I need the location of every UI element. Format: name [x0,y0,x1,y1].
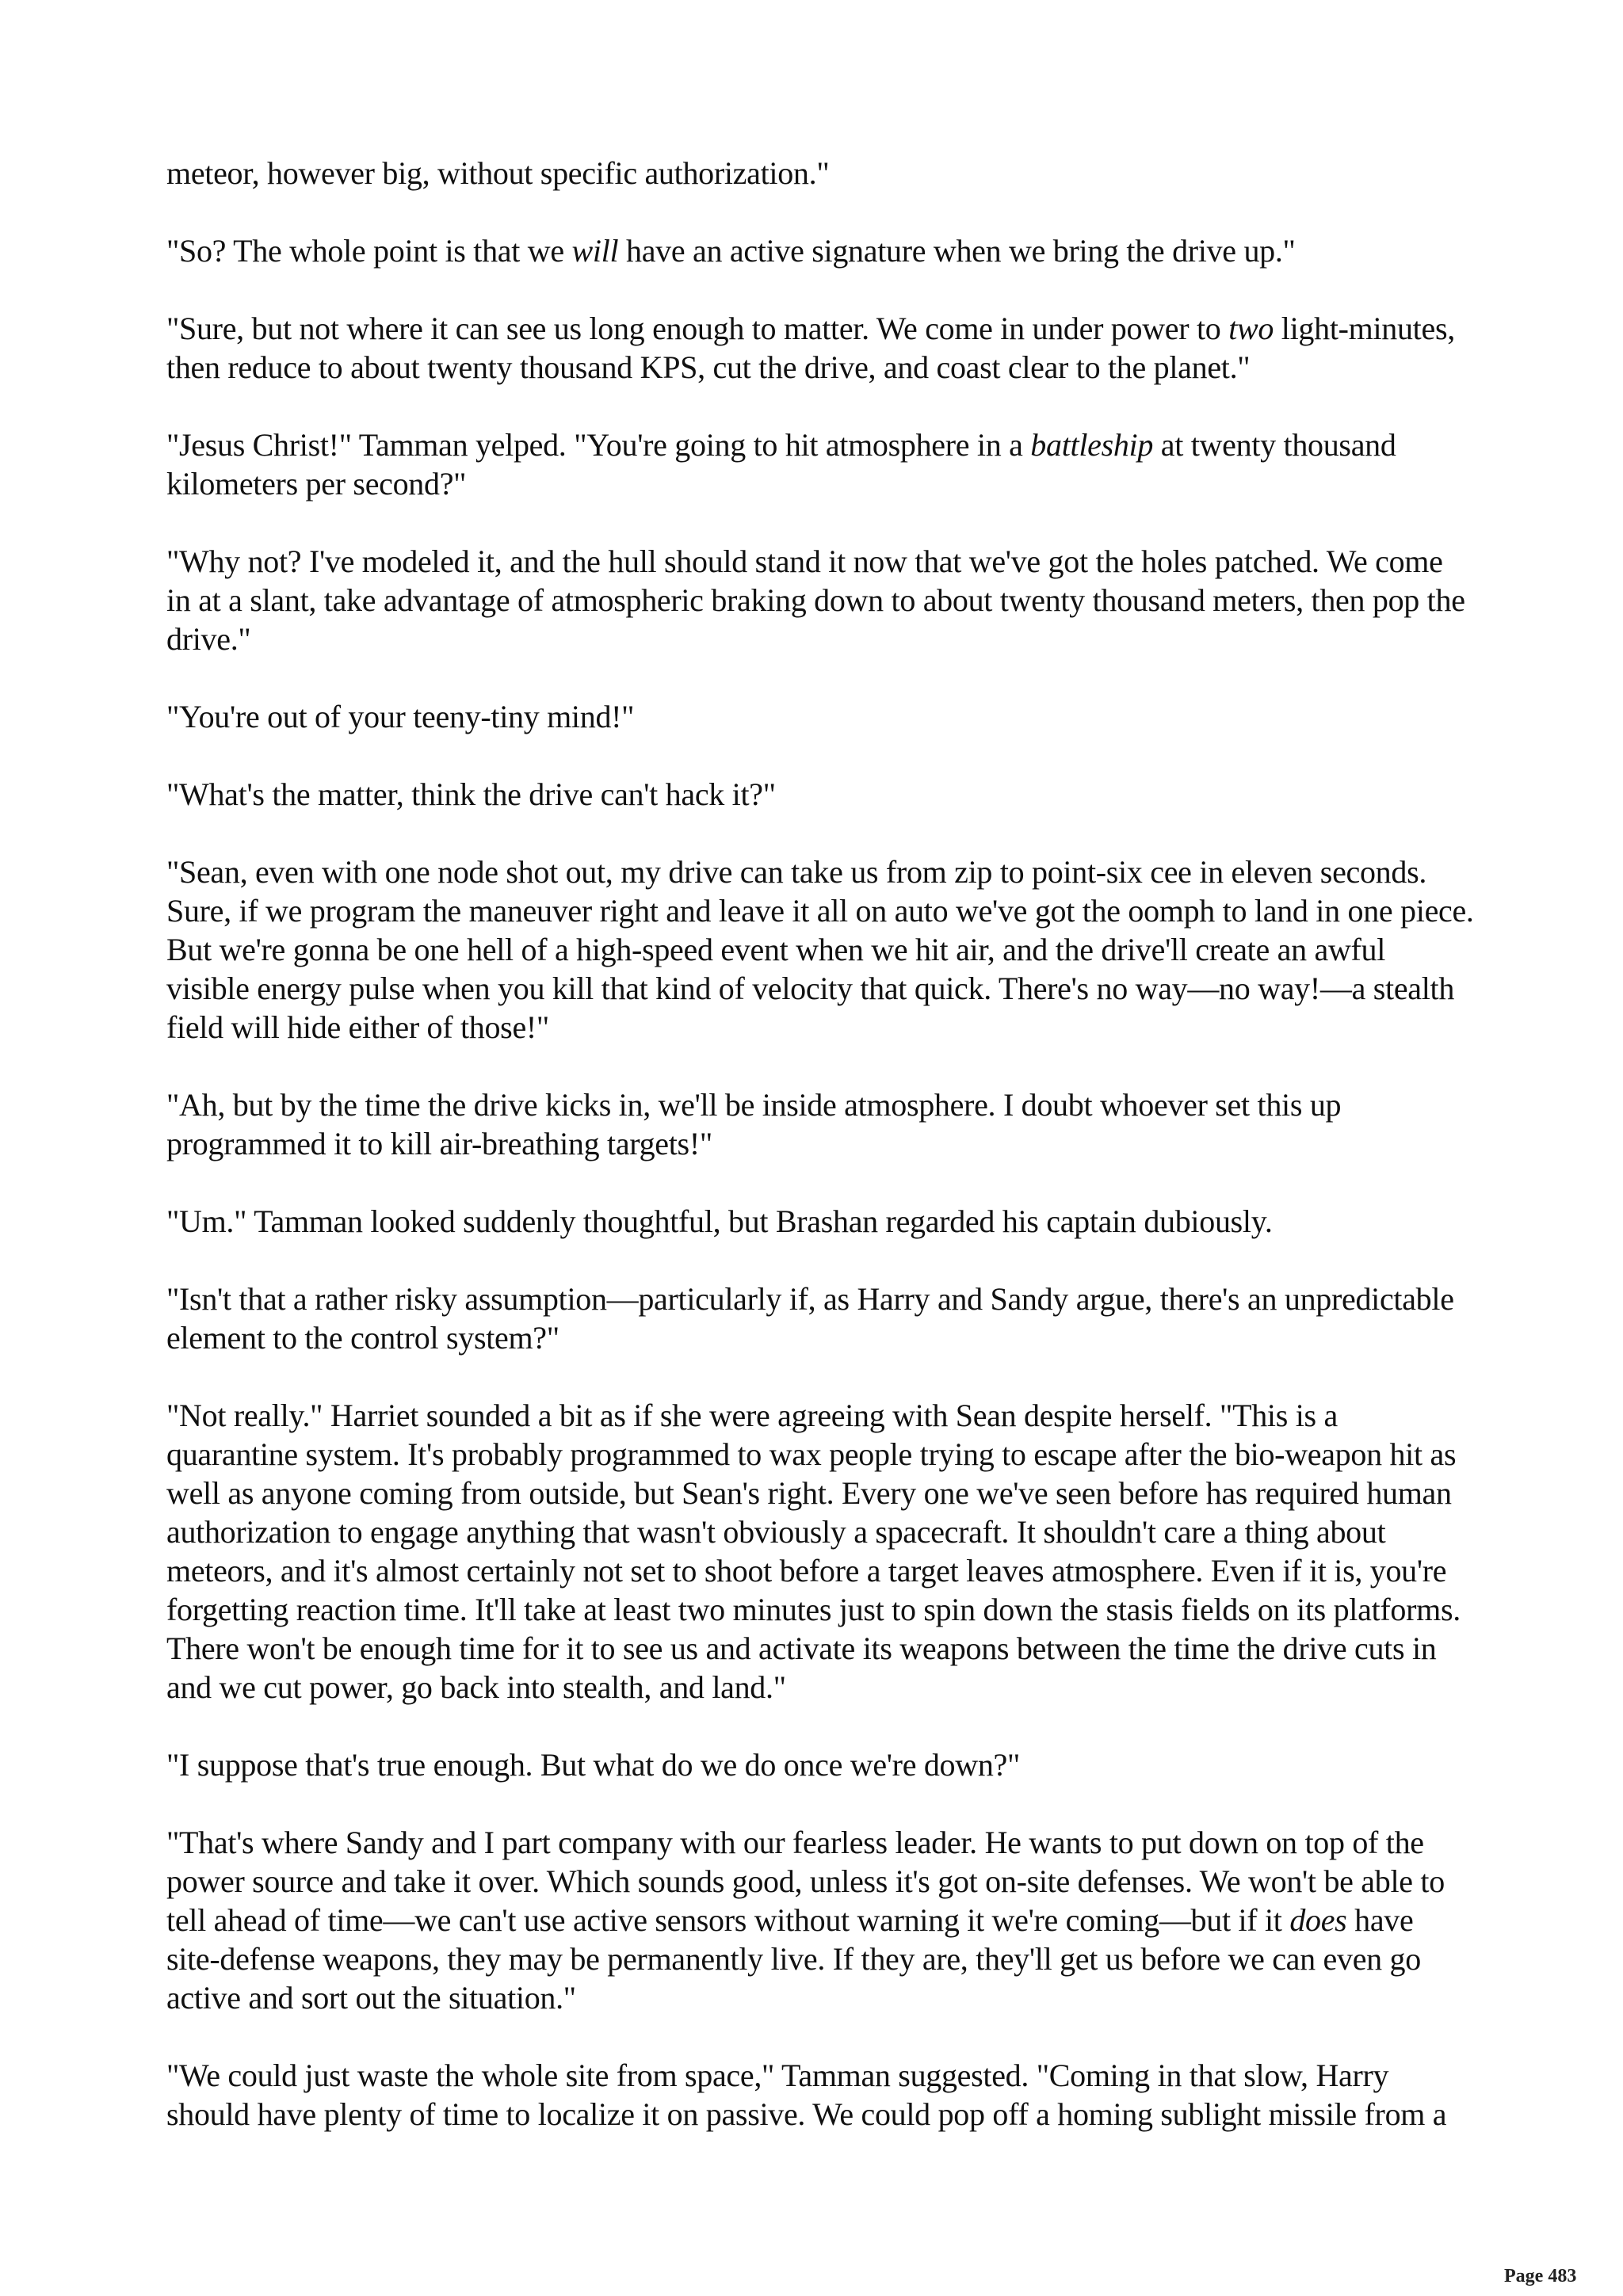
paragraph [166,542,1474,658]
text-run: "I suppose that's true enough. But what do we do once we're down?" [166,1747,1021,1783]
paragraph [166,1085,1474,1163]
text-run: "Not really." Harriet sounded a bit as if she were agreeing with Sean despite herself. "This is a quarantine system. It's probably programmed to wax people trying to escape after the bio-weapon hit as well as anyone coming from outside, but Sean's right. Every one we've seen before has required human authorization to engage anything that wasn't obviously a spacecraft. It shouldn't care a thing about meteors, and it's almost certainly not set to shoot before a target leaves atmosphere. Even if it is, you're forgetting reaction time. It'll take at least two minutes just to spin down the stasis fields on its platforms. There won't be enough time for it to see us and activate its weapons between the time the drive cuts in and we cut power, go back into stealth, and land." [166,1398,1461,1705]
body-text [166,154,1474,2172]
text-run: "Why not? I've modeled it, and the hull should stand it now that we've got the holes patched. We come in at a slant, take advantage of atmospheric braking down to about twenty thousand meters, then pop the drive." [166,543,1465,657]
text-run: "That's where Sandy and I part company with our fearless leader. He wants to put down on top of the power source and take it over. Which sounds good, unless it's got on-site defenses. We won't be able to tell ahead of time—we can't use active sensors without warning it we're coming—but if it [166,1825,1445,1938]
paragraph [166,1280,1474,1357]
text-run: "Sure, but not where it can see us long enough to matter. We come in under power to [166,311,1229,346]
paragraph [166,231,1474,270]
text-run: have site-defense weapons, they may be permanently live. If they are, they'll get us before we can even go active and sort out the situation." [166,1902,1421,2016]
text-run: meteor, however big, without specific authorization." [166,155,830,191]
paragraph [166,775,1474,814]
text-run: "Um." Tamman looked suddenly thoughtful, but Brashan regarded his captain dubiously. [166,1203,1273,1239]
paragraph [166,425,1474,503]
text-run: "Isn't that a rather risky assumption—particularly if, as Harry and Sandy argue, there's an unpredictable element to the control system?" [166,1281,1454,1356]
text-run: at twenty thousand kilometers per second?" [166,427,1396,502]
text-run: have an active signature when we bring the drive up." [618,233,1296,269]
paragraph [166,1202,1474,1241]
paragraph [166,309,1474,387]
paragraph [166,852,1474,1047]
italic-text: does [1289,1902,1347,1938]
paragraph [166,2056,1474,2134]
paragraph [166,1823,1474,2017]
text-run: "What's the matter, think the drive can't hack it?" [166,776,776,812]
text-run: "So? The whole point is that we [166,233,572,269]
paragraph [166,1396,1474,1707]
text-run: "We could just waste the whole site from space," Tamman suggested. "Coming in that slow, Harry should have plenty of time to localize it on passive. We could pop off a homing sublight missile from a [166,2058,1447,2132]
text-run: light-minutes, then reduce to about twenty thousand KPS, cut the drive, and coast clear to the planet." [166,311,1455,385]
italic-text: two [1228,311,1274,346]
text-run: "Ah, but by the time the drive kicks in, we'll be inside atmosphere. I doubt whoever set this up programmed it to kill air-breathing targets!" [166,1087,1342,1161]
paragraph [166,1745,1474,1784]
paragraph [166,154,1474,193]
text-run: "Sean, even with one node shot out, my drive can take us from zip to point-six cee in eleven seconds. Sure, if we program the maneuver right and leave it all on auto we've got the oomph to land in one piece. But we're gonna be one hell of a high-speed event when we hit air, and the drive'll create an awful visible energy pulse when you kill that kind of velocity that quick. There's no way—no way!—a stealth field will hide either of those!" [166,854,1474,1045]
text-run: "You're out of your teeny-tiny mind!" [166,699,635,734]
italic-text: battleship [1030,427,1154,463]
italic-text: will [571,233,619,269]
page-number: Page 483 [1504,2266,1577,2286]
paragraph [166,697,1474,736]
text-run: "Jesus Christ!" Tamman yelped. "You're going to hit atmosphere in a [166,427,1031,463]
